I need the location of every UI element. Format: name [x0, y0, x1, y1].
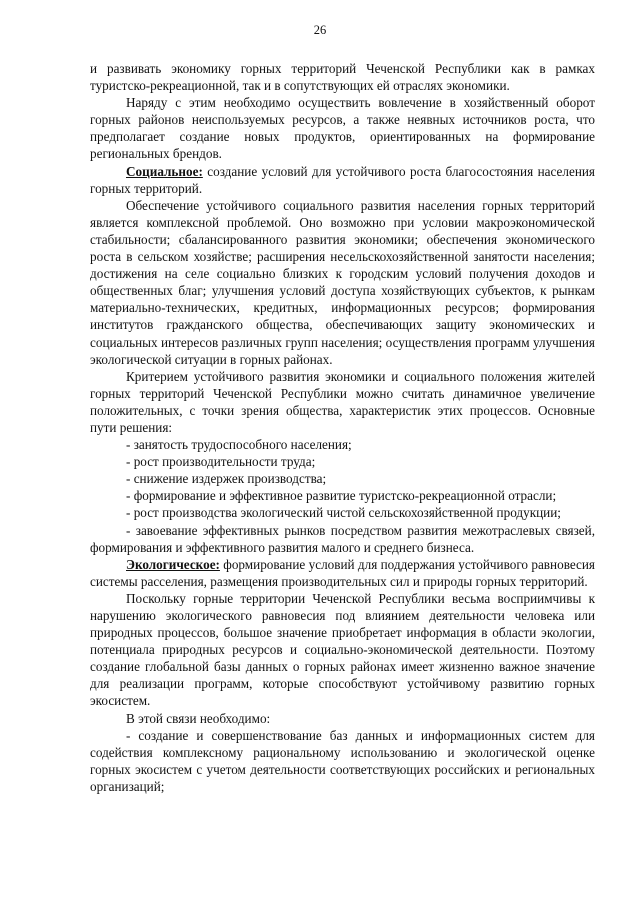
paragraph-text: В этой связи необходимо: [126, 710, 271, 726]
paragraph-text: Наряду с этим необходимо осуществить вовлечение в хозяйственный оборот горных районов неиспользуемых ресурсов, а также неявных источников роста, что предполагает создание новых продуктов, ориентированных на формирование региональных брендов. [90, 95, 595, 162]
paragraph [90, 163, 595, 197]
paragraph-text: Обеспечение устойчивого социального развития населения горных территорий является комплексной проблемой. Оно возможно при условии макроэкономической стабильности; сбалансированного развития экономики; обеспечения экономического роста в сельском хозяйстве; расширения несельскохозяйственной занятости населения; достижения на селе социально близких к городским условий получения доходов и общественных благ; улучшения условий доступа хозяйствующих субъектов, к рынкам материально-технических, кредитных, информационных ресурсов; формирования институтов гражданского общества, обеспечивающих защиту экономических и социальных интересов различных групп населения; осуществления программ улучшения экологической ситуации в горных районах. [90, 197, 595, 367]
paragraph-text: - рост производства экологический чистой сельскохозяйственной продукции; [126, 505, 561, 521]
paragraph [90, 710, 595, 727]
paragraph-text: Поскольку горные территории Чеченской Республики весьма восприимчивы к нарушению экологического равновесия под влиянием деятельности человека или природных процессов, большое значение приобретает информация в области экологии, потенциала природных ресурсов и социально-экономической деятельности. Поэтому создание глобальной базы данных о горных районах имеет жизненно важное значение для реализации программ, которые способствуют устойчивому развитию горных экосистем. [90, 590, 595, 709]
paragraph [90, 436, 595, 453]
paragraph [90, 590, 595, 710]
paragraph [90, 470, 595, 487]
paragraph-text: - занятость трудоспособного населения; [126, 437, 352, 453]
paragraph [90, 60, 595, 94]
paragraph [90, 94, 595, 162]
paragraph [90, 487, 595, 504]
paragraph-text: - формирование и эффективное развитие туристско-рекреационной отрасли; [126, 488, 557, 504]
paragraph-text: создание условий для устойчивого роста благосостояния населения горных территорий. [90, 163, 595, 196]
section-lead: Экологическое: [126, 556, 220, 572]
paragraph-text: - завоевание эффективных рынков посредством развития межотраслевых связей, формирования и эффективного развития малого и среднего бизнеса. [90, 522, 595, 555]
paragraph [90, 368, 595, 436]
paragraph-text: - снижение издержек производства; [126, 471, 327, 487]
paragraph-text: - создание и совершенствование баз данных и информационных систем для содействия комплексному рациональному использованию и экологической оценке горных экосистем с учетом деятельности соответствующих российских и региональных организаций; [90, 727, 595, 794]
paragraph-text: - рост производительности труда; [126, 454, 316, 470]
paragraph [90, 727, 595, 795]
paragraph [90, 556, 595, 590]
paragraph-text: Критерием устойчивого развития экономики и социального положения жителей горных территорий Чеченской Республики можно считать динамичное увеличение положительных, с точки зрения общества, характеристик этих процессов. Основные пути решения: [90, 368, 595, 435]
paragraph-text: формирование условий для поддержания устойчивого равновесия системы расселения, размещения производительных сил и природы горных территорий. [90, 556, 595, 589]
paragraph [90, 504, 595, 521]
paragraph [90, 453, 595, 470]
section-lead: Социальное: [126, 163, 203, 179]
paragraph-text: и развивать экономику горных территорий Чеченской Республики как в рамках туристско-рекреационной, так и в сопутствующих ей отраслях экономики. [90, 61, 595, 94]
body-text [90, 60, 595, 795]
paragraph [90, 522, 595, 556]
page-number: 26 [313, 23, 327, 37]
paragraph [90, 197, 595, 368]
